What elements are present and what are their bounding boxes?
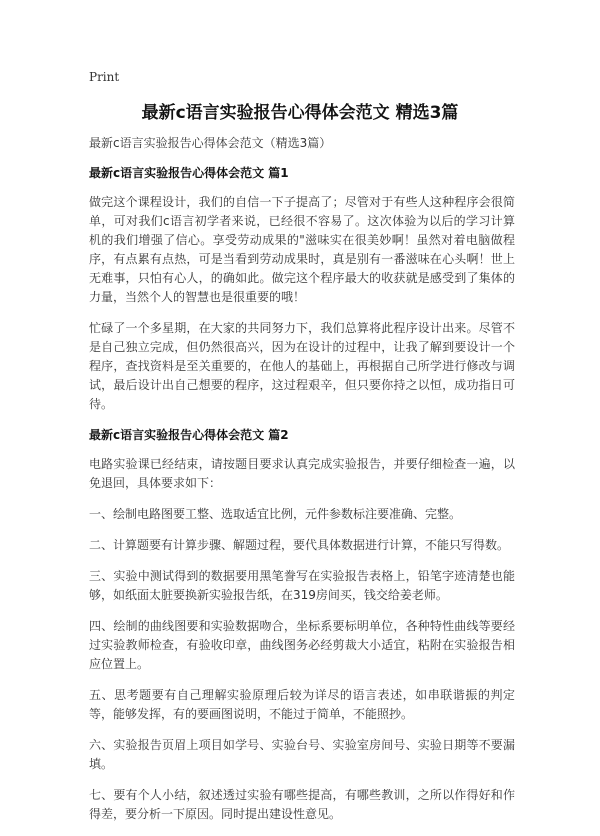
print-link[interactable]: Print <box>89 70 120 84</box>
list-item: 六、实验报告页眉上项目如学号、实验台号、实验室房间号、实验日期等不要漏填。 <box>89 738 515 771</box>
list-item: 一、绘制电路图要工整、选取适宜比例，元件参数标注要准确、完整。 <box>89 507 462 521</box>
paragraph: 忙碌了一个多星期，在大家的共同努力下，我们总算将此程序设计出来。尽管不是自己独立完成，但仍然很高兴，因为在设计的过程中，让我了解到要设计一个程序，查找资料是至关重要的，在他人的基础上，再根据自己所学进行修改与调试，最后设计出自己想要的程序，这过程艰辛，但只要你持之以恒，成功指日可待。 <box>89 321 515 411</box>
list-item: 三、实验中测试得到的数据要用黑笔誊写在实验报告表格上，铅笔字迹清楚也能够，如纸面太脏要换新实验报告纸，在319房间买，钱交给姜老师。 <box>89 569 515 602</box>
section-intro: 电路实验课已经结束，请按题目要求认真完成实验报告，并要仔细检查一遍，以免退回，具体要求如下： <box>89 457 515 490</box>
list-item: 五、思考题要有自己理解实验原理后较为详尽的语言表述，如串联谐振的判定等，能够发挥，有的要画图说明，不能过于简单，不能照抄。 <box>89 688 515 721</box>
paragraph: 做完这个课程设计，我们的自信一下子提高了；尽管对于有些人这种程序会很简单，可对我们c语言初学者来说，已经很不容易了。这次体验为以后的学习计算机的我们增强了信心。享受劳动成果的"滋味实在很美妙啊！虽然对着电脑做程序，有点累有点热，可是当看到劳动成果时，真是别有一番滋味在心头啊！世上无难事，只怕有心人，的确如此。做完这个程序最大的收获就是感受到了集体的力量，当然个人的智慧也是很重要的哦！ <box>89 195 515 304</box>
section-heading-2: 最新c语言实验报告心得体会范文 篇2 <box>89 428 289 442</box>
page-title: 最新c语言实验报告心得体会范文 精选3篇 <box>141 103 459 123</box>
section-heading-1: 最新c语言实验报告心得体会范文 篇1 <box>89 166 289 180</box>
document-subtitle: 最新c语言实验报告心得体会范文（精选3篇） <box>89 136 332 150</box>
list-item: 二、计算题要有计算步骤、解题过程，要代具体数据进行计算，不能只写得数。 <box>89 538 510 552</box>
list-item: 七、要有个人小结，叙述透过实验有哪些提高，有哪些教训，之所以作得好和作得差，要分析一下原因。同时提出建设性意见。 <box>89 788 515 821</box>
list-item: 四、绘制的曲线图要和实验数据吻合，坐标系要标明单位，各种特性曲线等要经过实验教师检查，有验收印章，曲线图务必经剪裁大小适宜，粘附在实验报告相应位置上。 <box>89 619 515 671</box>
document-body <box>89 134 515 836</box>
